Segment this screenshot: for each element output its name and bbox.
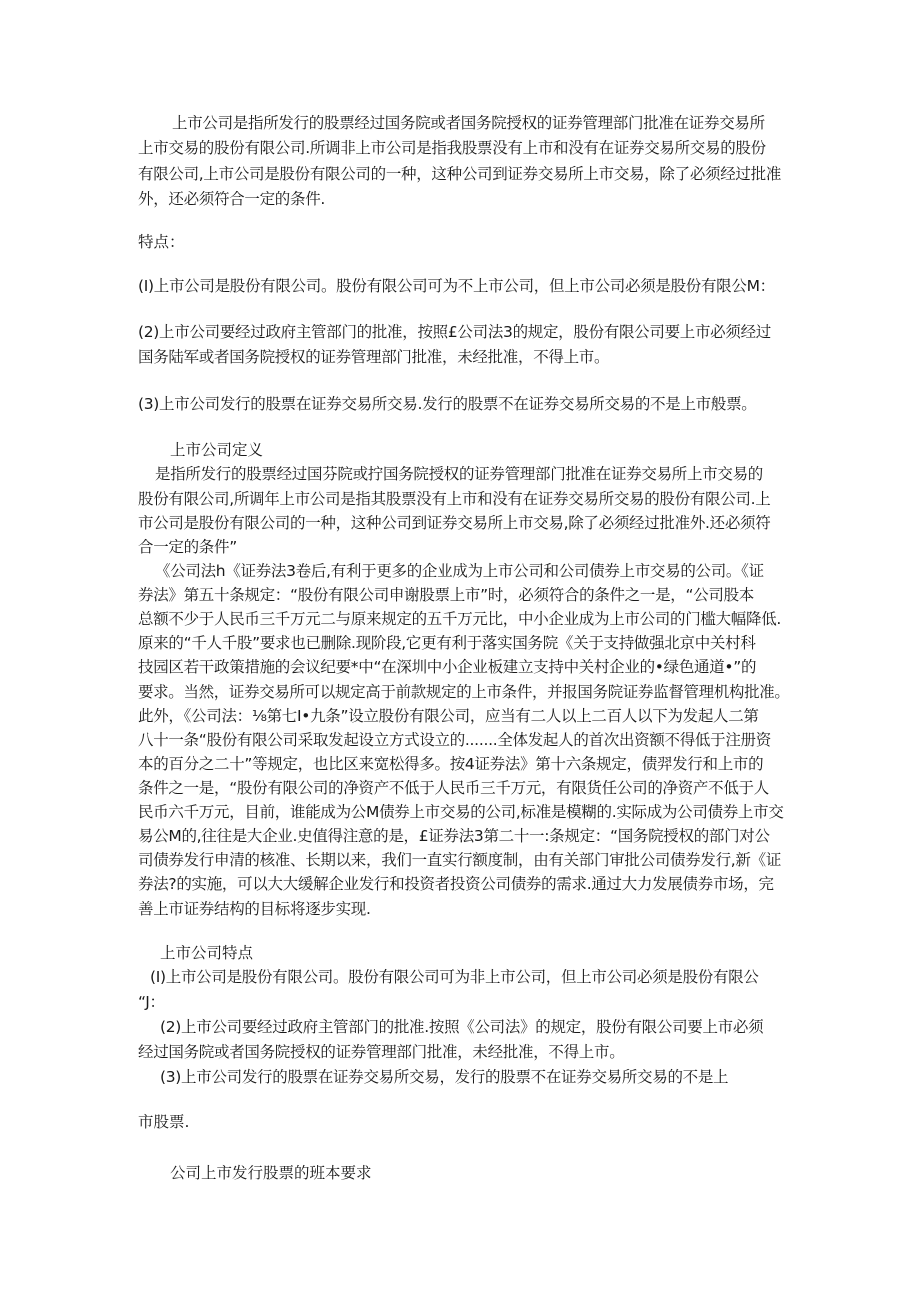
features-item-1: (I)上市公司是股份有限公司。股份有限公司可为不上市公司，但上市公司必须是股份有限公M： <box>138 277 775 295</box>
intro-line-3: 有限公司,上市公司是股份有限公司的一种，这种公司到证券交易所上市交易，除了必须经过批准 <box>138 165 782 183</box>
characteristics-line-4: 经过国务院或者国务院授权的证券管理部门批准，未经批准，不得上市。 <box>138 1043 625 1061</box>
definition-line-13: 本的百分之二十”等规定，也比区来宽松得多。按4证券法》第十六条规定，债羿发行和上市的 <box>138 755 764 773</box>
definition-line-2: 股份有限公司,所调年上市公司是指其股票没有上市和没有在证券交易所交易的股份有限公司.上 <box>138 490 771 508</box>
characteristics-line-5: (3)上市公司发行的股票在证券交易所交易，发行的股票不在证券交易所交易的不是上 <box>160 1068 729 1086</box>
intro-line-1: 上市公司是指所发行的股票经过国务院或者国务院授权的证券管理部门批准在证券交易所 <box>172 114 765 132</box>
features-item-2-line-2: 国务陆军或者国务院授权的证券管理部门批准，未经批准，不得上市。 <box>138 348 610 366</box>
definition-line-18: 券法?的实施，可以大大缓解企业发行和投资者投资公司债券的需求.通过大力发展债券市场，完 <box>138 875 774 893</box>
definition-line-12: 八十一条“股份有限公司采取发起设立方式设立的.......全体发起人的首次出资额不得低于注册资 <box>138 731 771 749</box>
definition-line-3: 市公司是股份有限公司的一种，这种公司到证券交易所上市交易,除了必须经过批准外.还必须符 <box>138 514 771 532</box>
characteristics-line-6: 市股票. <box>138 1113 190 1131</box>
features-item-3: (3)上市公司发行的股票在证券交易所交易.发行的股票不在证券交易所交易的不是上市般票。 <box>138 395 757 413</box>
definition-line-10: 要求。当然，证券交易所可以规定高于前款规定的上市条件，并报国务院证券监督管理机构批准。 <box>138 683 790 701</box>
definition-line-5: 《公司法h《证券法3卷后,有利于更多的企业成为上市公司和公司债券上市交易的公司。《证 <box>155 562 764 580</box>
characteristics-line-2: “J： <box>138 993 165 1011</box>
characteristics-line-1: (I)上市公司是股份有限公司。股份有限公司可为非上市公司，但上市公司必须是股份有限公 <box>150 968 759 986</box>
characteristics-heading: 上市公司特点 <box>160 944 254 962</box>
features-heading: 特点： <box>138 233 185 251</box>
definition-line-14: 条件之一是，“股份有限公司的净资产不低于人民币三千万元，有限货任公司的净资产不低于人 <box>138 779 769 797</box>
definition-line-9: 技园区若干政策措施的会议纪要*中“在深圳中小企业板建立支持中关村企业的•绿色通道•”的 <box>138 658 757 676</box>
definition-line-6: 券法》第五十条规定：“股份有限公司申谢股票上市”时，必须符合的条件之一是，“公司股本 <box>138 586 754 604</box>
definition-line-15: 民币六千万元，目前，谁能成为公M债券上市交易的公司,标准是模糊的.实际成为公司债券上市交 <box>138 803 784 821</box>
definition-line-7: 总额不少于人民币三千万元二与原来规定的五千万元比，中小企业成为上市公司的门槛大幅降低. <box>138 610 782 628</box>
definition-line-17: 司债券发行申清的核准、长期以来，我们一直实行额度制，由有关部门审批公司债券发行,新《证 <box>138 851 782 869</box>
definition-line-1: 是指所发行的股票经过国芬院或拧国务院授权的证券管理部门批准在证券交易所上市交易的 <box>155 465 764 483</box>
definition-heading: 上市公司定义 <box>170 441 264 459</box>
intro-line-4: 外，还必须符合一定的条件. <box>138 190 326 208</box>
features-item-2-line-1: (2)上市公司要经过政府主管部门的批准，按照£公司法3的规定，股份有限公司要上市必须经过 <box>138 323 771 341</box>
characteristics-line-3: (2)上市公司要经过政府主管部门的批准.按照《公司法》的规定，股份有限公司要上市必须 <box>160 1018 764 1036</box>
definition-line-8: 原来的“千人千股”要求也已删除.现阶段,它更有利于落实国务院《关于支持做强北京中关村科 <box>138 634 756 652</box>
requirements-heading: 公司上市发行股票的班本要求 <box>170 1164 372 1182</box>
definition-line-19: 善上市证券结构的目标将逐步实现. <box>138 900 371 918</box>
definition-line-4: 合一定的条件” <box>138 538 237 556</box>
intro-line-2: 上市交易的股份有限公司.所调非上市公司是指我股票没有上市和没有在证券交易所交易的股份 <box>138 139 766 157</box>
definition-line-16: 易公M的,往往是大企业.史值得注意的是，£证券法3第二十一:条规定：“国务院授权的部门对公 <box>138 827 770 845</box>
definition-line-11: 此外，《公司法：⅛第七I•九条”设立股份有限公司，应当有二人以上二百人以下为发起人二第 <box>138 707 759 725</box>
